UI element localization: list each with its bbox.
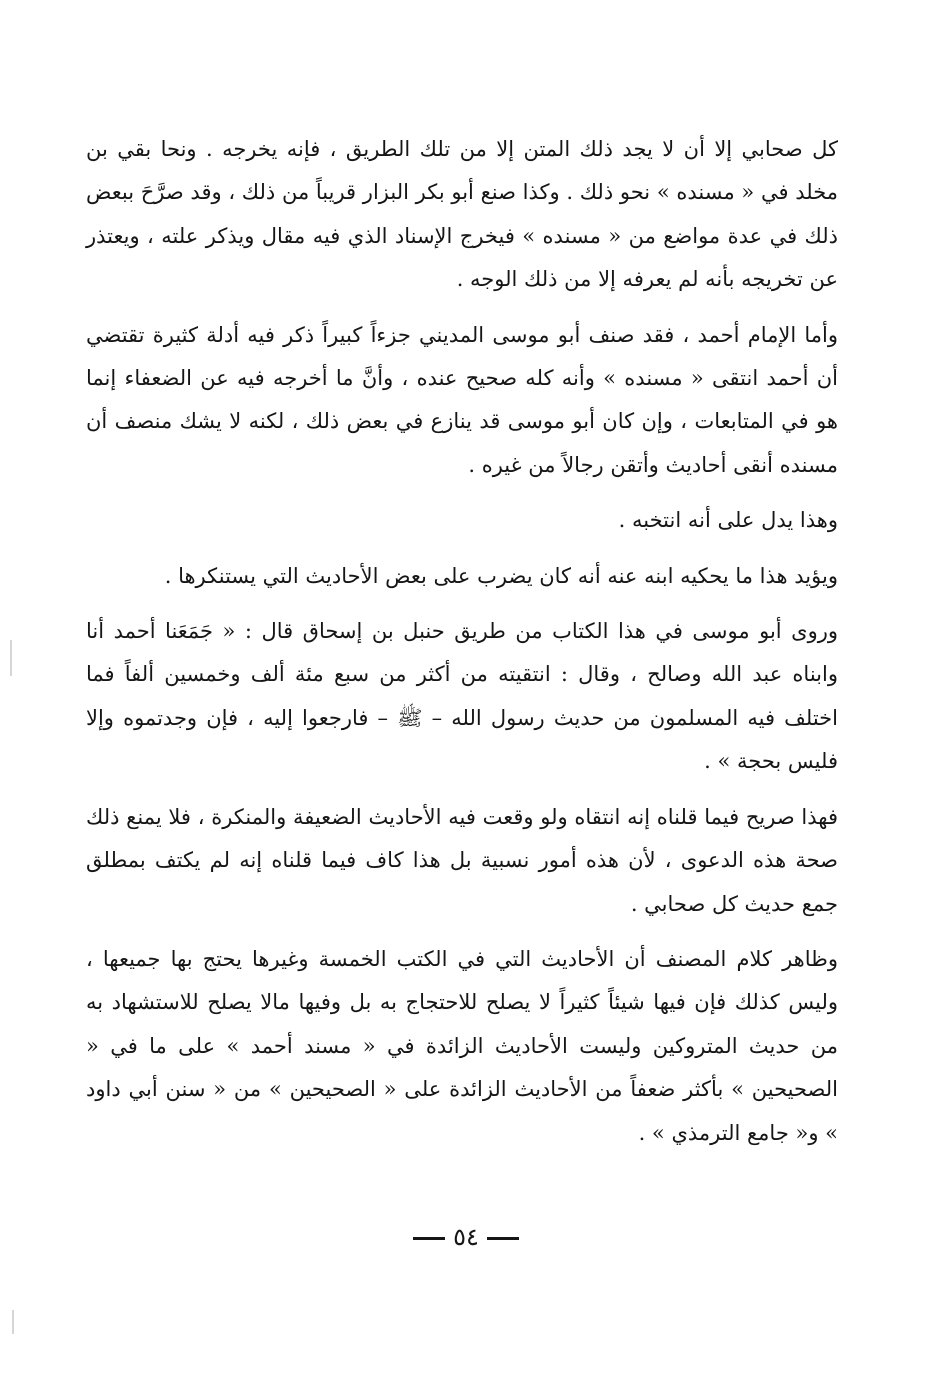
paragraph-3: وهذا يدل على أنه انتخبه . [618,508,838,533]
paragraph-1: كل صحابي إلا أن لا يجد ذلك المتن إلا من تلك الطريق ، فإنه يخرجه . ونحا بقي بن مخلد في « مسنده » نحو ذلك . وكذا صنع أبو بكر البزار قريباً من ذلك ، وقد صرَّحَ ببعض ذلك في عدة مواضع من « مسنده » فيخرج الإسناد الذي فيه مقال ويذكر علته ، ويعتذر عن تخريجه بأنه لم يعرفه إلا من ذلك الوجه . [86,137,838,292]
paragraph-2: وأما الإمام أحمد ، فقد صنف أبو موسى المديني جزءاً كبيراً ذكر فيه أدلة كثيرة تقتضي أن أحمد انتقى « مسنده » وأنه كله صحيح عنده ، وأنَّ ما أخرجه فيه عن الضعفاء إنما هو في المتابعات ، وإن كان أبو موسى قد ينازع في بعض ذلك ، لكنه لا يشك منصف أن مسنده أنقى أحاديث وأتقن رجالاً من غيره . [86,322,838,477]
dash-right [413,1237,445,1240]
dash-left [487,1237,519,1240]
paragraph-4: ويؤيد هذا ما يحكيه ابنه عنه أنه كان يضرب على بعض الأحاديث التي يستنكرها . [164,563,838,588]
body-text [86,128,838,1167]
paragraph-6: فهذا صريح فيما قلناه إنه انتقاه ولو وقعت فيه الأحاديث الضعيفة والمنكرة ، فلا يمنع ذلك صحة هذه الدعوى ، لأن هذه أمور نسبية بل هذا كاف فيما قلناه إنه لم يكتف بمطلق جمع حديث كل صحابي . [86,804,838,916]
scan-edge-mark [12,1310,14,1334]
paragraph-5: وروى أبو موسى في هذا الكتاب من طريق حنبل بن إسحاق قال : « جَمَعَنا أحمد أنا وابناه عبد الله وصالح ، وقال : انتقيته من أكثر من سبع مئة ألف وخمسين ألفاً فما اختلف فيه المسلمون من حديث رسول الله – ﷺ – فارجعوا إليه ، فإن وجدتموه وإلا فليس بحجة » . [86,619,838,774]
paragraph-7: وظاهر كلام المصنف أن الأحاديث التي في الكتب الخمسة وغيرها يحتج بها جميعها ، وليس كذلك فإن فيها شيئاً كثيراً لا يصلح للاحتجاج به بل وفيها مالا يصلح للاستشهاد به من حديث المتروكين وليست الأحاديث الزائدة في « مسند أحمد » على ما في « الصحيحين » بأكثر ضعفاً من الأحاديث الزائدة على « الصحيحين » من « سنن أبي داود » و« جامع الترمذي » . [86,946,838,1145]
scan-edge-mark [10,640,12,676]
page-number-footer [0,1222,932,1252]
page-number: ٥٤ [453,1223,479,1251]
